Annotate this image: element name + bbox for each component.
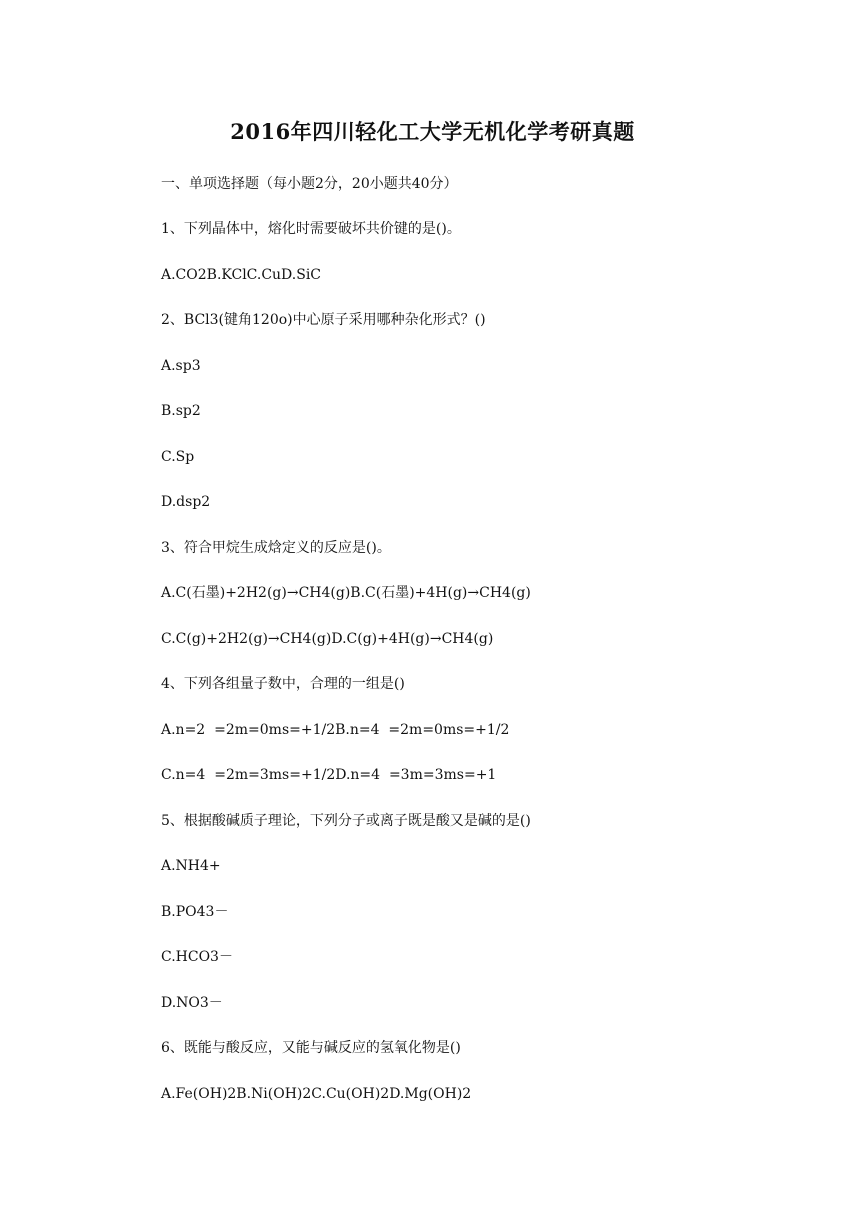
question-2: 2、BCl3(键角120o)中心原子采用哪种杂化形式？() bbox=[161, 312, 486, 328]
question-3: 3、符合甲烷生成焓定义的反应是()。 bbox=[161, 540, 391, 556]
section-heading: 一、单项选择题（每小题2分，20小题共40分） bbox=[161, 176, 458, 192]
question-1: 1、下列晶体中，熔化时需要破坏共价键的是()。 bbox=[161, 221, 461, 237]
question-1-options: A.CO2B.KClC.CuD.SiC bbox=[161, 267, 322, 283]
question-5: 5、根据酸碱质子理论，下列分子或离子既是酸又是碱的是() bbox=[161, 813, 531, 829]
question-2-option-c: C.Sp bbox=[161, 449, 195, 465]
question-3-options-cd: C.C(g)+2H2(g)→CH4(g)D.C(g)+4H(g)→CH4(g) bbox=[161, 631, 494, 647]
question-2-option-a: A.sp3 bbox=[161, 358, 201, 374]
question-5-option-a: A.NH4+ bbox=[161, 858, 221, 874]
question-5-option-b: B.PO43－ bbox=[161, 904, 229, 920]
question-5-option-c: C.HCO3－ bbox=[161, 949, 233, 965]
question-4-options-cd: C.n=4 =2m=3ms=+1/2D.n=4 =3m=3ms=+1 bbox=[161, 767, 497, 783]
question-3-options-ab: A.C(石墨)+2H2(g)→CH4(g)B.C(石墨)+4H(g)→CH4(g) bbox=[161, 585, 531, 601]
question-5-option-d: D.NO3－ bbox=[161, 995, 223, 1011]
question-2-option-d: D.dsp2 bbox=[161, 494, 211, 510]
question-2-option-b: B.sp2 bbox=[161, 403, 201, 419]
document-title: 2016年四川轻化工大学无机化学考研真题 bbox=[230, 119, 635, 144]
question-4: 4、下列各组量子数中，合理的一组是() bbox=[161, 676, 405, 692]
question-4-options-ab: A.n=2 =2m=0ms=+1/2B.n=4 =2m=0ms=+1/2 bbox=[161, 722, 510, 738]
question-6: 6、既能与酸反应，又能与碱反应的氢氧化物是() bbox=[161, 1040, 461, 1056]
question-6-options: A.Fe(OH)2B.Ni(OH)2C.Cu(OH)2D.Mg(OH)2 bbox=[161, 1086, 472, 1102]
